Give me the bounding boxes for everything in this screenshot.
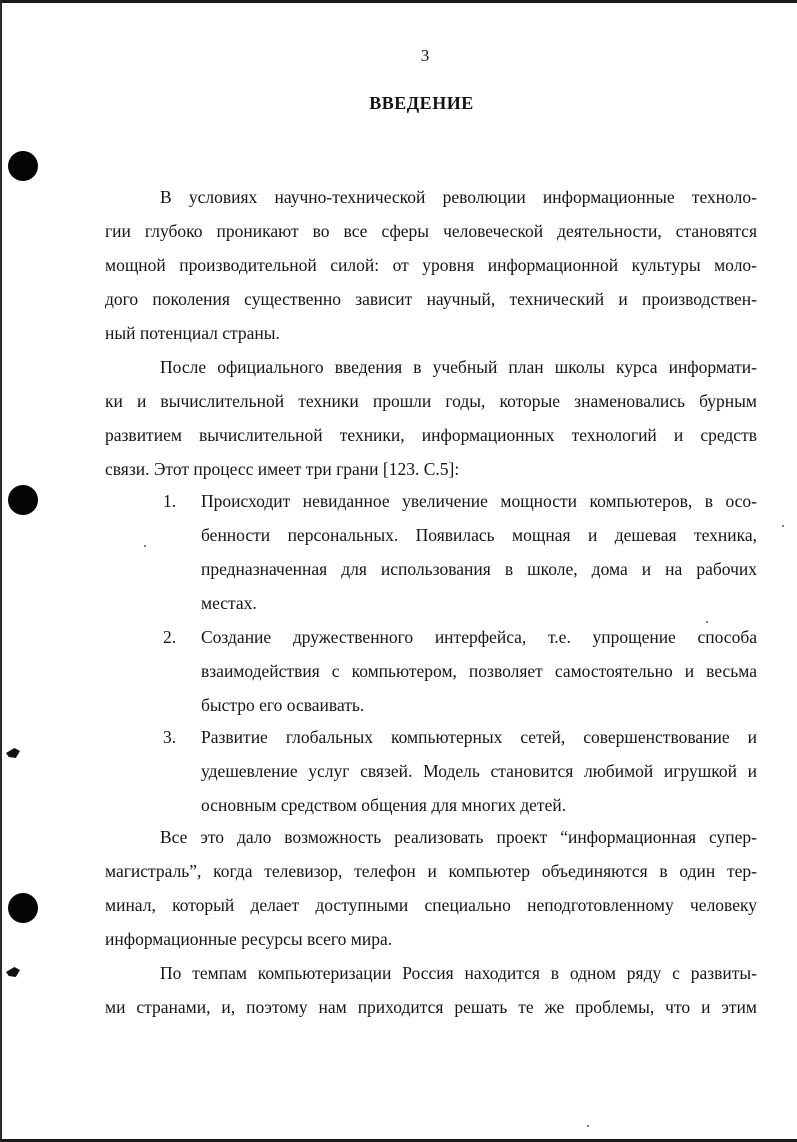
text-line: магистраль”, когда телевизор, телефон и компьютер объединяются в один тер- xyxy=(105,861,757,881)
text-line: гии глубоко проникают во все сферы человеческой деятельности, становятся xyxy=(105,221,757,241)
scan-speck xyxy=(144,545,146,547)
page-border-left xyxy=(0,0,2,1142)
text-line: развитием вычислительной техники, информационных технологий и средств xyxy=(105,425,757,445)
text-line: ки и вычислительной техники прошли годы, которые знаменовались бурным xyxy=(105,391,757,411)
page-number: 3 xyxy=(420,46,430,65)
text-line: минал, который делает доступными специально неподготовленному человеку xyxy=(105,895,757,915)
text-line: ми странами, и, поэтому нам приходится решать те же проблемы, что и этим xyxy=(105,997,757,1017)
text-line: В условиях научно-технической революции информационные техноло- xyxy=(160,187,757,207)
text-line: дого поколения существенно зависит научный, технический и производствен- xyxy=(105,289,757,309)
scan-speck xyxy=(587,1125,589,1127)
text-line: ный потенциал страны. xyxy=(105,323,280,343)
list-item-text xyxy=(201,620,757,722)
text-line: мощной производительной силой: от уровня информационной культуры моло- xyxy=(105,255,757,275)
list-item-number: 3. xyxy=(163,727,177,747)
text-line: информационные ресурсы всего мира. xyxy=(105,929,393,949)
paragraph xyxy=(105,350,757,486)
text-line: предназначенная для использования в школе, дома и на рабочих xyxy=(201,559,757,579)
text-line: связи. Этот процесс имеет три грани [123. С.5]: xyxy=(105,459,460,479)
text-line: Создание дружественного интерфейса, т.е. упрощение способа xyxy=(201,627,757,647)
list-item-number: 2. xyxy=(163,627,177,647)
paragraph xyxy=(105,956,757,1024)
list-item-number: 1. xyxy=(163,491,177,511)
text-line: Происходит невиданное увеличение мощности компьютеров, в осо- xyxy=(201,491,757,511)
text-line: После официального введения в учебный план школы курса информати- xyxy=(160,357,757,377)
text-line: быстро его осваивать. xyxy=(201,695,365,715)
punch-hole xyxy=(8,893,38,923)
text-line: взаимодействия с компьютером, позволяет самостоятельно и весьма xyxy=(201,661,757,681)
paragraph xyxy=(105,820,757,956)
text-line: удешевление услуг связей. Модель становится любимой игрушкой и xyxy=(201,761,757,781)
page-border-top xyxy=(0,0,797,3)
scan-speck xyxy=(782,525,784,527)
text-line: Все это дало возможность реализовать проект “информационная супер- xyxy=(160,827,757,847)
paragraph xyxy=(105,180,757,350)
text-line: Развитие глобальных компьютерных сетей, совершенствование и xyxy=(201,727,757,747)
binding-mark xyxy=(6,748,20,758)
punch-hole xyxy=(8,151,38,181)
page-title: ВВЕДЕНИЕ xyxy=(369,93,474,113)
text-line: местах. xyxy=(201,593,257,613)
text-line: По темпам компьютеризации Россия находится в одном ряду с развиты- xyxy=(160,963,757,983)
list-item-text xyxy=(201,720,757,822)
text-line: основным средством общения для многих детей. xyxy=(201,795,567,815)
binding-mark xyxy=(6,967,20,977)
list-item-text xyxy=(201,484,757,620)
punch-hole xyxy=(8,485,38,515)
text-line: бенности персональных. Появилась мощная и дешевая техника, xyxy=(201,525,757,545)
